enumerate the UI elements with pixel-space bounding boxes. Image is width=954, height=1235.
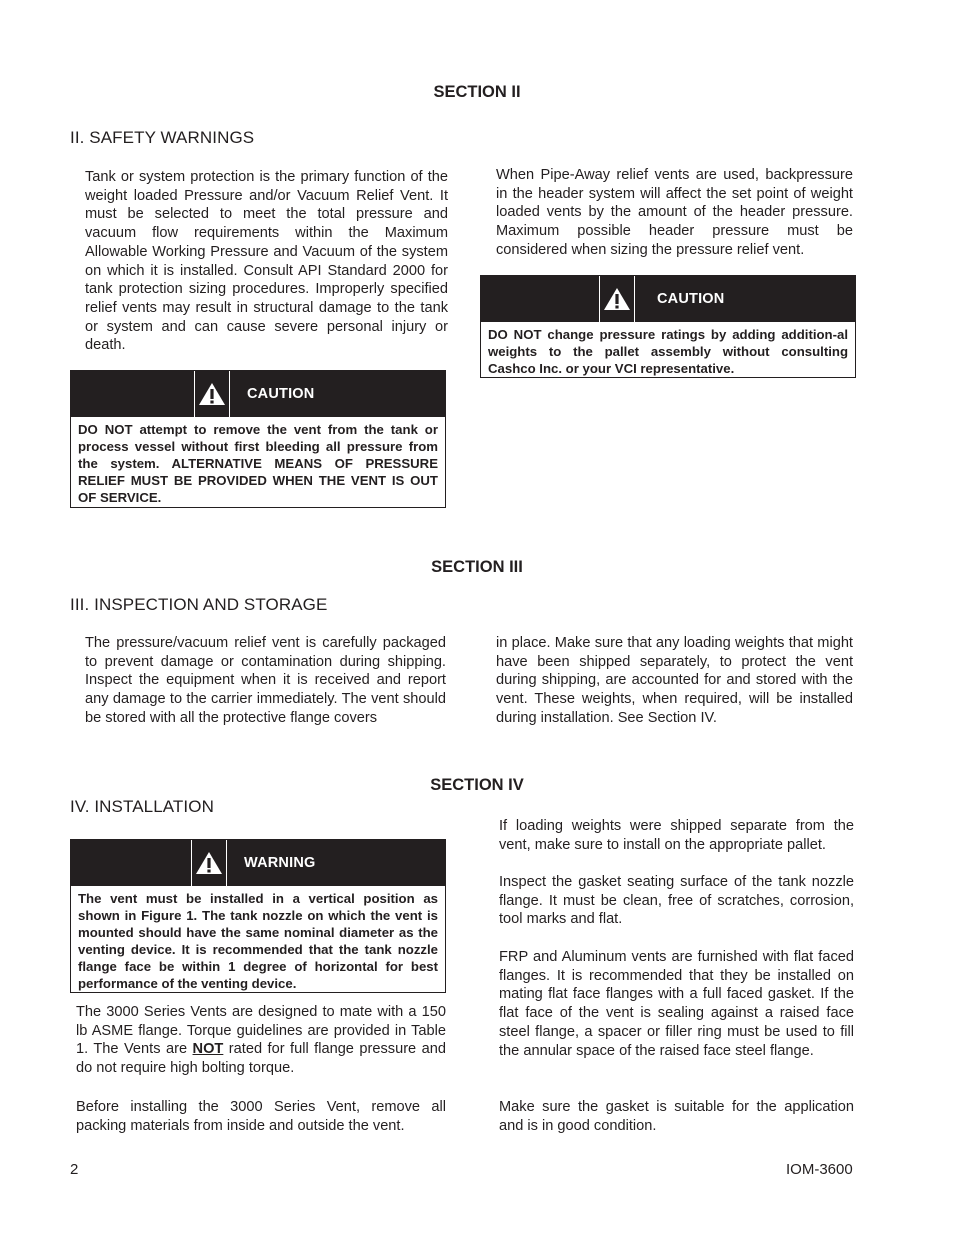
page-number: 2 — [70, 1161, 79, 1178]
installation-right-paragraph-4: Make sure the gasket is suitable for the application and is in good condition. — [499, 1099, 854, 1134]
caution-text: DO NOT change pressure ratings by adding addition-al weights to the pallet assembly without consulting Cashco Inc. or your VCI representative. — [488, 327, 848, 376]
safety-left-paragraph: Tank or system protection is the primary function of the weight loaded Pressure and/or Vacuum Relief Vent. It must be selected to meet the total pressure and vacuum flow requirements within the Maximum Allowable Working Pressure and Vacuum of the system on which it is installed. Consult API Standard 2000 for tank protection sizing procedures. Improperly specified relief vents may result in structural damage to the tank or system and can cause severe personal injury or death. — [85, 169, 448, 354]
warning-triangle-icon — [599, 276, 635, 322]
inspection-storage-title: III. INSPECTION AND STORAGE — [70, 595, 328, 614]
warning-header — [71, 840, 445, 886]
installation-right-paragraph-1: If loading weights were shipped separate from the vent, make sure to install on the appropriate pallet. — [499, 818, 854, 853]
installation-left-paragraph-1: The 3000 Series Vents are designed to mate with a 150 lb ASME flange. Torque guidelines are provided in Table 1. The Vents are NOT rated for full flange pressure and do not require high bolting torque. — [76, 1004, 446, 1077]
warning-label: WARNING — [244, 855, 316, 871]
installation-right-paragraph-3: FRP and Aluminum vents are furnished with flat faced flanges. It is recommended that they be installed on mating flat face flanges with a full faced gasket. If the flat face of the vent is sealing against a raised face steel flange, a spacer or filler ring must be used to fill the annular space of the raised face steel flange. — [499, 949, 854, 1059]
safety-warnings-title: II. SAFETY WARNINGS — [70, 128, 255, 147]
caution-label: CAUTION — [247, 386, 315, 402]
caution-header — [481, 276, 855, 322]
installation-title: IV. INSTALLATION — [70, 797, 214, 816]
installation-left-paragraph-2: Before installing the 3000 Series Vent, remove all packing materials from inside and outside the vent. — [76, 1099, 446, 1134]
section-iv-heading: SECTION IV — [430, 776, 524, 794]
warning-text: The vent must be installed in a vertical position as shown in Figure 1. The tank nozzle on which the vent is mounted should have the same nominal diameter as the venting device. It is recommended that the tank nozzle flange face be within 1 degree of horizontal for best performance of the venting device. — [78, 891, 438, 991]
warning-box — [70, 839, 446, 993]
caution-label: CAUTION — [657, 291, 725, 307]
warning-triangle-icon — [191, 840, 227, 886]
section-iii-heading: SECTION III — [431, 558, 523, 576]
caution-text: DO NOT attempt to remove the vent from the tank or process vessel without first bleeding all pressure from the system. ALTERNATIVE MEANS OF PRESSURE RELIEF MUST BE PROVIDED WHEN THE VENT IS OUT OF SERVICE. — [78, 422, 438, 505]
caution-header — [71, 371, 445, 417]
inspection-left-paragraph: The pressure/vacuum relief vent is carefully packaged to prevent damage or contamination during shipping. Inspect the equipment when it is received and report any damage to the carrier immediately. The vent should be stored with all the protective flange covers — [85, 635, 446, 726]
document-id: IOM-3600 — [786, 1161, 853, 1178]
installation-right-paragraph-2: Inspect the gasket seating surface of the tank nozzle flange. It must be clean, free of scratches, corrosion, tool marks and flat. — [499, 874, 854, 928]
not-emphasis: NOT — [192, 1041, 224, 1058]
warning-triangle-icon — [194, 371, 230, 417]
caution-box-left — [70, 370, 446, 508]
section-ii-heading: SECTION II — [433, 83, 521, 101]
caution-box-right — [480, 275, 856, 378]
safety-right-paragraph: When Pipe-Away relief vents are used, backpressure in the header system will affect the set point of weight loaded vents by the amount of the header pressure. Maximum possible header pressure must be considered when sizing the pressure relief vent. — [496, 167, 853, 258]
inspection-right-paragraph: in place. Make sure that any loading weights that might have been shipped separately, to protect the vent during shipping, are accounted for and stored with the vent. These weights, when required, will be installed during installation. See Section IV. — [496, 635, 853, 726]
